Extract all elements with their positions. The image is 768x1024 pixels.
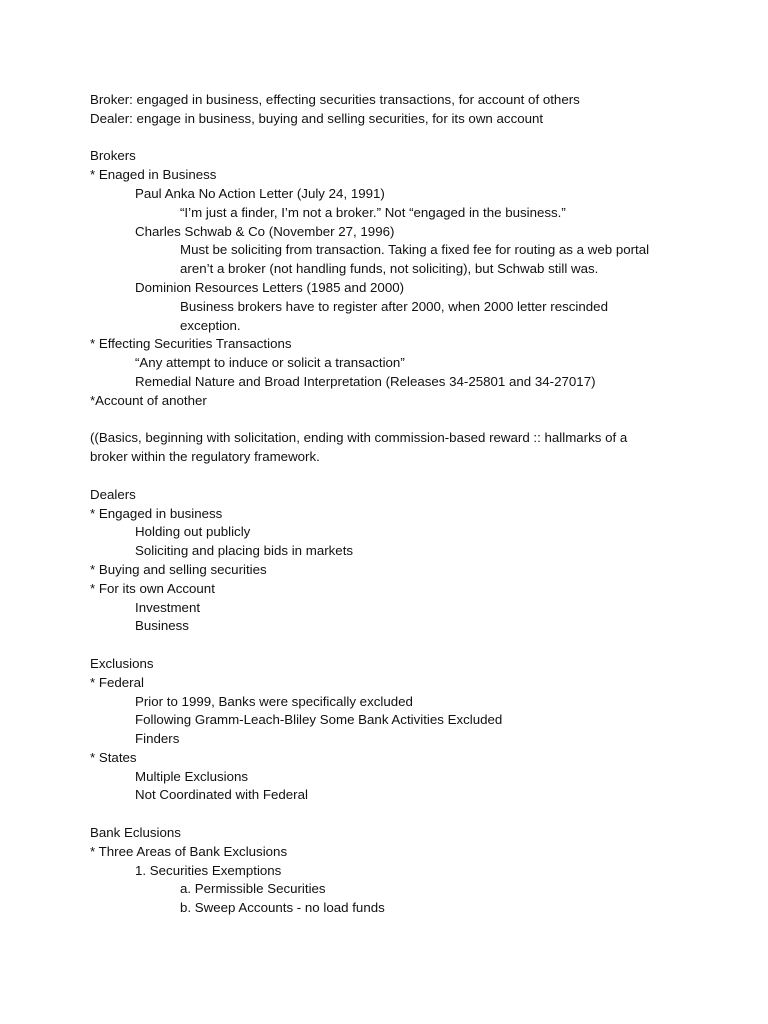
effecting-releases: Remedial Nature and Broad Interpretation (Releases 34-25801 and 34-27017): [135, 373, 596, 389]
blank-line: [90, 129, 710, 148]
exclusions-multiple: Multiple Exclusions: [135, 768, 249, 784]
blank-line: [90, 805, 710, 824]
schwab-note-line-1: Must be soliciting from transaction. Taking a fixed fee for routing as a web portal: [180, 242, 650, 258]
effecting-quote: “Any attempt to induce or solicit a transaction”: [135, 355, 405, 371]
section-heading-brokers: Brokers: [90, 148, 136, 164]
dealers-investment: Investment: [135, 599, 201, 615]
blank-line: [90, 411, 710, 430]
broker-definition: Broker: engaged in business, effecting securities transactions, for account of others: [90, 92, 580, 107]
dominion-title: Dominion Resources Letters (1985 and 2000): [135, 279, 405, 295]
dealer-definition: Dealer: engage in business, buying and selling securities, for its own account: [90, 110, 544, 126]
summary-line-1: ((Basics, beginning with solicitation, ending with commission-based reward :: hallmarks of a: [90, 430, 628, 446]
anka-letter-quote: “I’m just a finder, I’m not a broker.” Not “engaged in the business.”: [180, 204, 566, 220]
brokers-account-bullet: *Account of another: [90, 392, 207, 408]
dealers-buying-bullet: * Buying and selling securities: [90, 561, 267, 577]
exclusions-glb: Following Gramm-Leach-Bliley Some Bank Activities Excluded: [135, 712, 503, 728]
section-heading-dealers: Dealers: [90, 486, 136, 502]
bank-item-1: 1. Securities Exemptions: [135, 862, 282, 878]
document-body: [90, 91, 710, 918]
section-heading-exclusions: Exclusions: [90, 655, 154, 671]
summary-line-2: broker within the regulatory framework.: [90, 449, 320, 465]
dominion-note-line-1: Business brokers have to register after 2000, when 2000 letter rescinded: [180, 298, 608, 314]
exclusions-finders: Finders: [135, 731, 180, 747]
section-heading-bank-exclusions: Bank Eclusions: [90, 825, 181, 841]
blank-line: [90, 636, 710, 655]
exclusions-prior-1999: Prior to 1999, Banks were specifically excluded: [135, 693, 413, 709]
dealers-engaged-bullet: * Engaged in business: [90, 505, 223, 521]
brokers-effecting-bullet: * Effecting Securities Transactions: [90, 336, 292, 352]
anka-letter-title: Paul Anka No Action Letter (July 24, 1991): [135, 185, 385, 201]
dealers-holding-out: Holding out publicly: [135, 524, 251, 540]
dealers-business: Business: [135, 618, 189, 634]
dealers-soliciting: Soliciting and placing bids in markets: [135, 543, 354, 559]
bank-item-1b: b. Sweep Accounts - no load funds: [180, 900, 385, 916]
blank-line: [90, 467, 710, 486]
dominion-note-line-2: exception.: [180, 317, 241, 333]
exclusions-not-coordinated: Not Coordinated with Federal: [135, 787, 308, 803]
brokers-engaged-bullet: * Enaged in Business: [90, 167, 217, 183]
schwab-title: Charles Schwab & Co (November 27, 1996): [135, 223, 395, 239]
bank-item-1a: a. Permissible Securities: [180, 881, 326, 897]
exclusions-federal-bullet: * Federal: [90, 674, 144, 690]
exclusions-states-bullet: * States: [90, 749, 137, 765]
dealers-own-account-bullet: * For its own Account: [90, 580, 215, 596]
bank-three-areas-bullet: * Three Areas of Bank Exclusions: [90, 843, 288, 859]
schwab-note-line-2: aren’t a broker (not handling funds, not soliciting), but Schwab still was.: [180, 261, 599, 277]
